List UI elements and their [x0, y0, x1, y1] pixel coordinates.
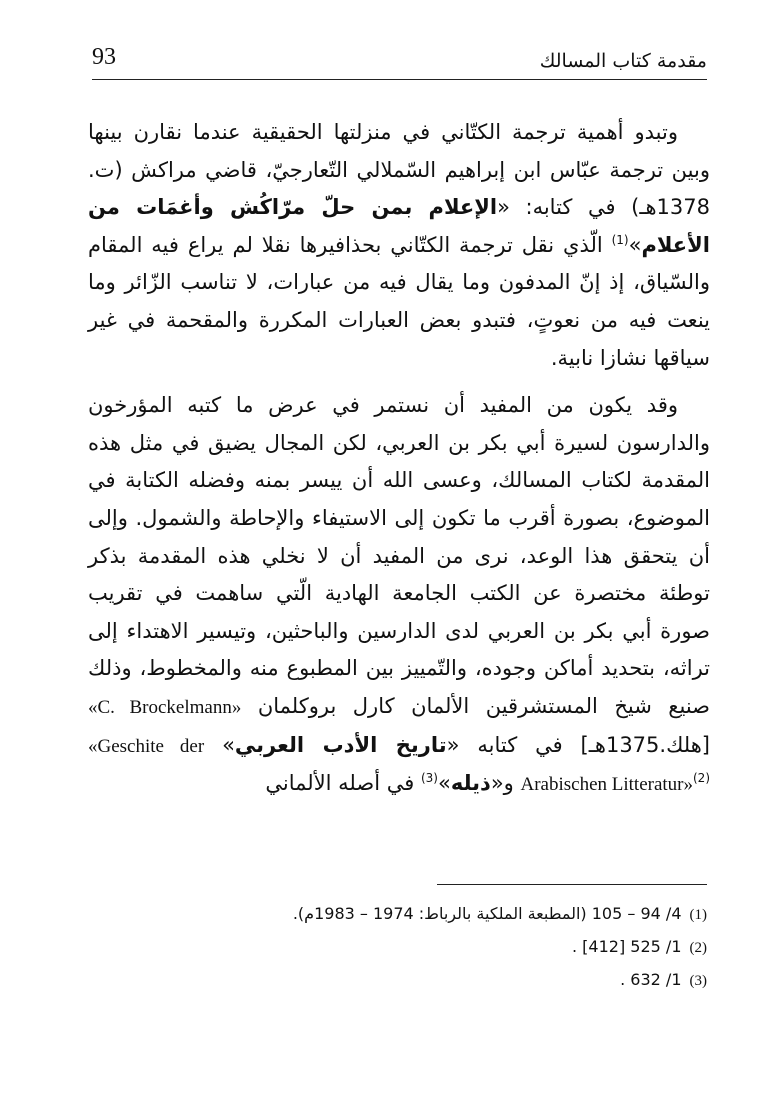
- footnote-2: [92, 931, 707, 964]
- p2-text-3: و«: [490, 771, 521, 796]
- footnote-rule: [437, 884, 707, 885]
- footnote-text: 4/ 94 – 105 (المطبعة الملكية بالرباط: 1974 – 1983م).: [292, 904, 682, 923]
- footnote-number: (1): [689, 907, 707, 923]
- p2-text-2: [هلك.1375هـ] في كتابه «: [446, 732, 710, 757]
- footnote-1: [92, 898, 707, 931]
- p2-text-1: وقد يكون من المفيد أن نستمر في عرض ما كتبه المؤرخون والدارسون لسيرة أبي بكر بن العربي، لكن المجال يضيق في مثل هذه المقدمة لكتاب المسالك، وعسى الله أن ييسر بمنه وفضله الكتابة في الموضوع، بصورة أقرب ما تكون إلى الاستيفاء والإحاطة والشمول. وإلى أن يتحقق هذا الوعد، نرى من المفيد أن لا نخلي هذه المقدمة بذكر توطئة مختصرة عن الكتب الجامعة الهادية الّتي ساهمت في تقريب صورة أبي بكر بن العربي لدى الدارسين والباحثين، وتيسير الاهتداء إلى تراثه، بتحديد أماكن وجوده، والتّمييز بين المطبوع منه والمخطوط، وذلك صنيع شيخ المستشرقين الألمان كارل بروكلمان: [88, 393, 710, 718]
- page-header: [92, 40, 707, 80]
- footnote-number: (2): [689, 940, 707, 956]
- p1-book-title: الإعلام بمن حلّ مرّاكُش وأغمَات من الأعلام: [88, 195, 710, 257]
- footnote-number: (3): [689, 973, 707, 989]
- footnote-text: 1/ 632 .: [620, 970, 682, 989]
- running-title: مقدمة كتاب المسالك: [539, 50, 707, 72]
- footnote-3: [92, 964, 707, 997]
- p2-title-close: »: [222, 732, 235, 757]
- footnote-ref-3: (3): [420, 771, 438, 786]
- p2-latin-title: «Geschite der Arabischen Litteratur»: [88, 735, 693, 796]
- p1-title-close: »: [628, 232, 642, 257]
- paragraph-2: [88, 387, 710, 804]
- header-rule: [92, 79, 707, 80]
- page-number: 93: [92, 44, 116, 70]
- p2-book-title: تاريخ الأدب العربي: [234, 732, 447, 757]
- paragraph-1: [88, 114, 710, 377]
- p2-book-title-2: ذيله: [450, 771, 491, 796]
- footnote-ref-1: (1): [611, 232, 629, 247]
- p2-text-4: في أصله الألماني: [265, 771, 421, 796]
- footnote-text: 1/ 525 [412] .: [571, 937, 682, 956]
- p2-latin-name: «C. Brockelmann»: [88, 696, 242, 718]
- footnotes: [92, 898, 707, 997]
- p2-title2-close: »: [437, 771, 451, 796]
- footnote-ref-2: (2): [693, 771, 710, 786]
- body-text: [88, 114, 710, 814]
- p1-text-before-title: وتبدو أهمية ترجمة الكتّاني في منزلتها الحقيقية عندما نقارن بينها وبين ترجمة عبّاس ابن إبراهيم السّملالي التّعارجيّ، قاضي مراكش (ت. 1378هـ) في كتابه: «: [88, 120, 710, 220]
- p1-text-after-title: الّذي نقل ترجمة الكتّاني بحذافيرها نقلا لم يراع فيه المقام والسّياق، إذ إنّ المدفون وما يقال فيه من عبارات، لا تناسب الزّائر وما ينعت فيه من نعوتٍ، فتبدو بعض العبارات المكررة والمقحمة في غير سياقها نشازا نابية.: [88, 232, 710, 370]
